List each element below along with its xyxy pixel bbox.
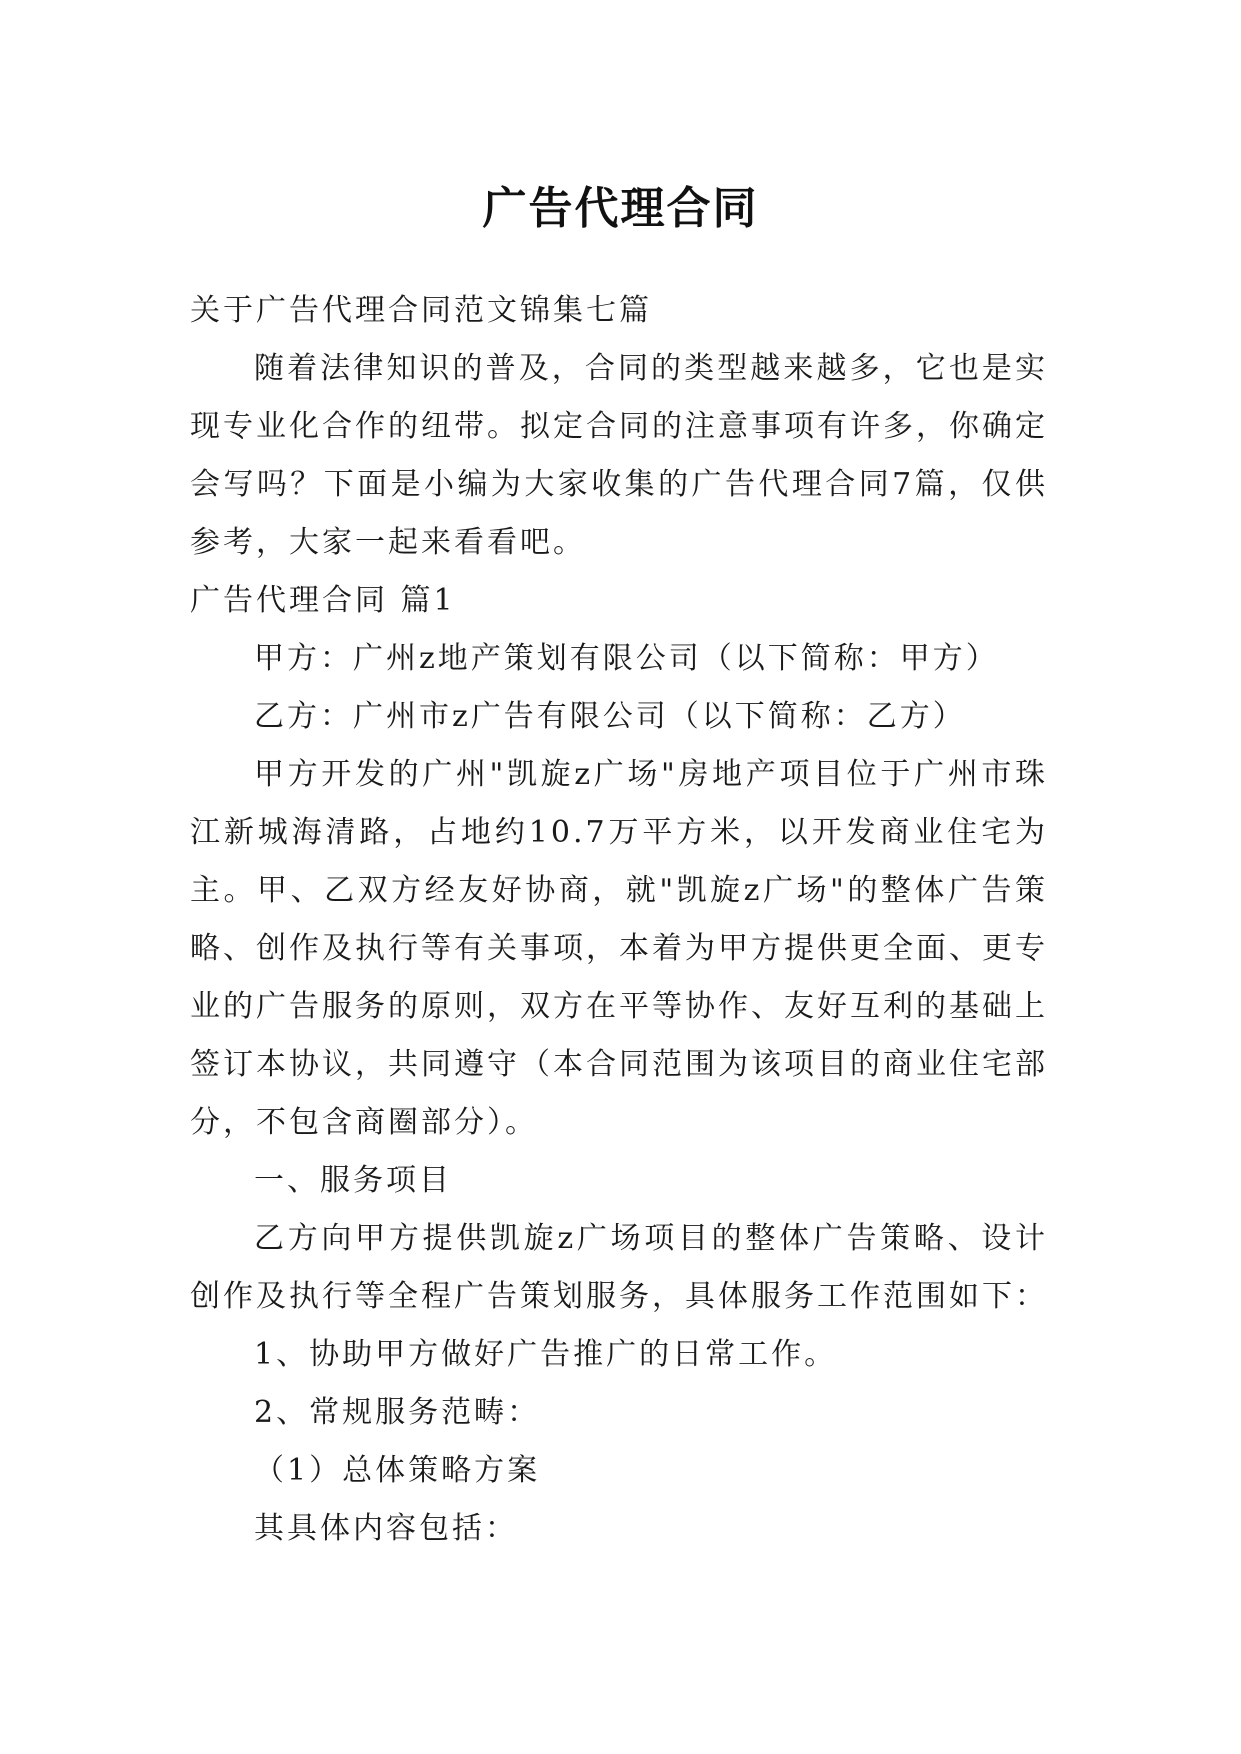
subtitle-line: 关于广告代理合同范文锦集七篇 [190, 293, 652, 328]
document-title: 广告代理合同 [482, 183, 759, 235]
document-body [190, 282, 1048, 1558]
sub-list-item: （1）总体策略方案 [254, 1453, 541, 1488]
list-item: 1、协助甲方做好广告推广的日常工作。 [254, 1337, 838, 1372]
preamble-paragraph: 甲方开发的广州"凯旋z广场"房地产项目位于广州市珠江新城海清路，占地约10.7万平方米，以开发商业住宅为主。甲、乙双方经友好协商，就"凯旋z广场"的整体广告策略、创作及执行等有关事项，本着为甲方提供更全面、更专业的广告服务的原则，双方在平等协作、友好互利的基础上签订本协议，共同遵守（本合同范围为该项目的商业住宅部分，不包含商圈部分）。 [190, 757, 1048, 1140]
section-heading: 广告代理合同 篇1 [190, 583, 456, 618]
list-item: 2、常规服务范畴： [254, 1395, 541, 1430]
intro-paragraph: 随着法律知识的普及，合同的类型越来越多，它也是实现专业化合作的纽带。拟定合同的注意事项有许多，你确定会写吗？下面是小编为大家收集的广告代理合同7篇，仅供参考，大家一起来看看吧。 [190, 351, 1048, 560]
content-intro-line: 其具体内容包括： [254, 1511, 518, 1546]
clause-paragraph: 乙方向甲方提供凯旋z广场项目的整体广告策略、设计创作及执行等全程广告策划服务，具体服务工作范围如下： [190, 1221, 1048, 1314]
party-b-line: 乙方：广州市z广告有限公司（以下简称：乙方） [254, 699, 966, 734]
party-a-line: 甲方：广州z地产策划有限公司（以下简称：甲方） [254, 641, 999, 676]
clause-heading: 一、服务项目 [254, 1163, 452, 1198]
